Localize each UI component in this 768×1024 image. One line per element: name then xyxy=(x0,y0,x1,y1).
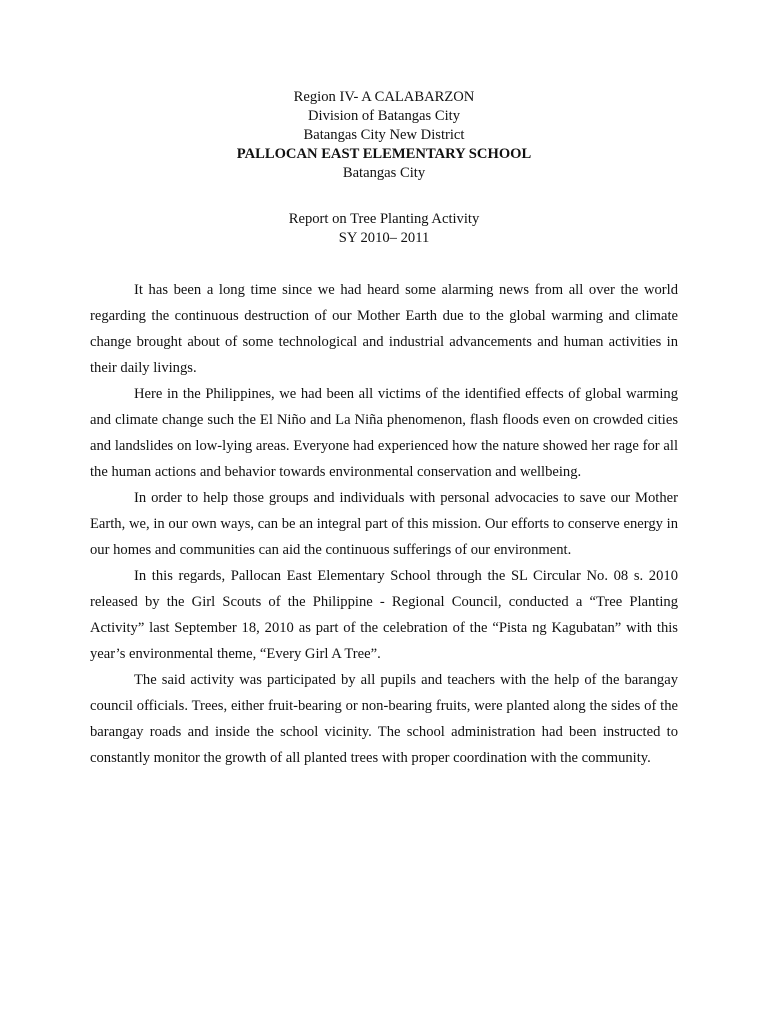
paragraph-4: In this regards, Pallocan East Elementary School through the SL Circular No. 08 s. 2010 released by the Girl Scouts of the Philippine - Regional Council, conducted a “Tree Planting Activity” last September 18, 2010 as part of the celebration of the “Pista ng Kagubatan” with this year’s environmental theme, “Every Girl A Tree”. xyxy=(90,568,678,662)
report-title-block xyxy=(0,210,768,248)
paragraph-2: Here in the Philippines, we had been all victims of the identified effects of global warming and climate change such the El Niño and La Niña phenomenon, flash floods even on crowded cities and landslides on low-lying areas. Everyone had experienced how the nature showed her rage for all the human actions and behavior towards environmental conservation and wellbeing. xyxy=(90,386,678,480)
paragraph-1: It has been a long time since we had heard some alarming news from all over the world regarding the continuous destruction of our Mother Earth due to the global warming and climate change brought about of some technological and industrial advancements and human activities in their daily livings. xyxy=(90,282,678,376)
report-body xyxy=(90,277,678,771)
region-line: Region IV- A CALABARZON xyxy=(293,89,475,105)
school-name: PALLOCAN EAST ELEMENTARY SCHOOL xyxy=(236,146,532,162)
paragraph-3: In order to help those groups and individuals with personal advocacies to save our Mother Earth, we, in our own ways, can be an integral part of this mission. Our efforts to conserve energy in our homes and communities can aid the continuous sufferings of our environment. xyxy=(90,490,678,558)
letterhead xyxy=(0,88,768,183)
report-title: Report on Tree Planting Activity xyxy=(288,211,480,227)
city-line: Batangas City xyxy=(342,165,426,181)
district-line: Batangas City New District xyxy=(303,127,465,143)
division-line: Division of Batangas City xyxy=(307,108,460,124)
paragraph-5: The said activity was participated by all pupils and teachers with the help of the barangay council officials. Trees, either fruit-bearing or non-bearing fruits, were planted along the sides of the barangay roads and inside the school vicinity. The school administration had been instructed to constantly monitor the growth of all planted trees with proper coordination with the community. xyxy=(90,672,678,766)
school-year: SY 2010– 2011 xyxy=(338,230,430,246)
